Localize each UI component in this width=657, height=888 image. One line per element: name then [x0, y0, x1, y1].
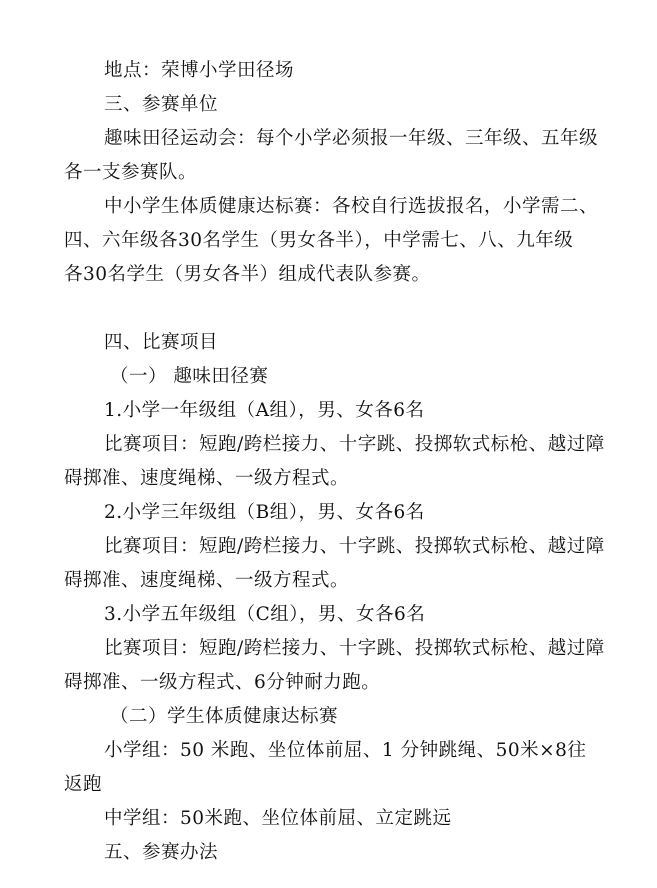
text-line: 比赛项目：短跑/跨栏接力、十字跳、投掷软式标枪、越过障 — [104, 638, 605, 659]
text-line: 比赛项目：短跑/跨栏接力、十字跳、投掷软式标枪、越过障 — [104, 434, 605, 455]
text-line: 中小学生体质健康达标赛：各校自行选拔报名，小学需二、 — [104, 196, 599, 217]
text-line: 各30名学生（男女各半）组成代表队参赛。 — [64, 264, 431, 285]
section-heading: 三、参赛单位 — [104, 94, 219, 115]
text-line: 返跑 — [64, 774, 103, 795]
text-line: 各一支参赛队。 — [64, 162, 198, 183]
text-line: 四、六年级各30名学生（男女各半），中学需七、八、九年级 — [64, 230, 574, 251]
subsection-heading: （二）学生体质健康达标赛 — [110, 706, 339, 727]
text-line: 比赛项目：短跑/跨栏接力、十字跳、投掷软式标枪、越过障 — [104, 536, 605, 557]
text-line: 1.小学一年级组（A组），男、女各6名 — [104, 400, 425, 421]
text-line: 地点：荣博小学田径场 — [104, 60, 295, 81]
text-line: 2.小学三年级组（B组），男、女各6名 — [104, 502, 425, 523]
text-line: 中学组：50米跑、坐位体前屈、立定跳远 — [104, 808, 452, 829]
section-heading: 四、比赛项目 — [104, 332, 219, 353]
text-line: 碍掷准、一级方程式、6分钟耐力跑。 — [64, 672, 381, 693]
text-line: 碍掷准、速度绳梯、一级方程式。 — [64, 468, 350, 489]
text-line: 趣味田径运动会：每个小学必须报一年级、三年级、五年级 — [104, 128, 599, 149]
text-line: 3.小学五年级组（C组），男、女各6名 — [104, 604, 426, 625]
text-line: 小学组：50 米跑、坐位体前屈、1 分钟跳绳、50米×8往 — [104, 740, 587, 761]
text-line: 碍掷准、速度绳梯、一级方程式。 — [64, 570, 350, 591]
section-heading: 五、参赛办法 — [104, 842, 219, 863]
subsection-heading: （一） 趣味田径赛 — [110, 366, 269, 387]
